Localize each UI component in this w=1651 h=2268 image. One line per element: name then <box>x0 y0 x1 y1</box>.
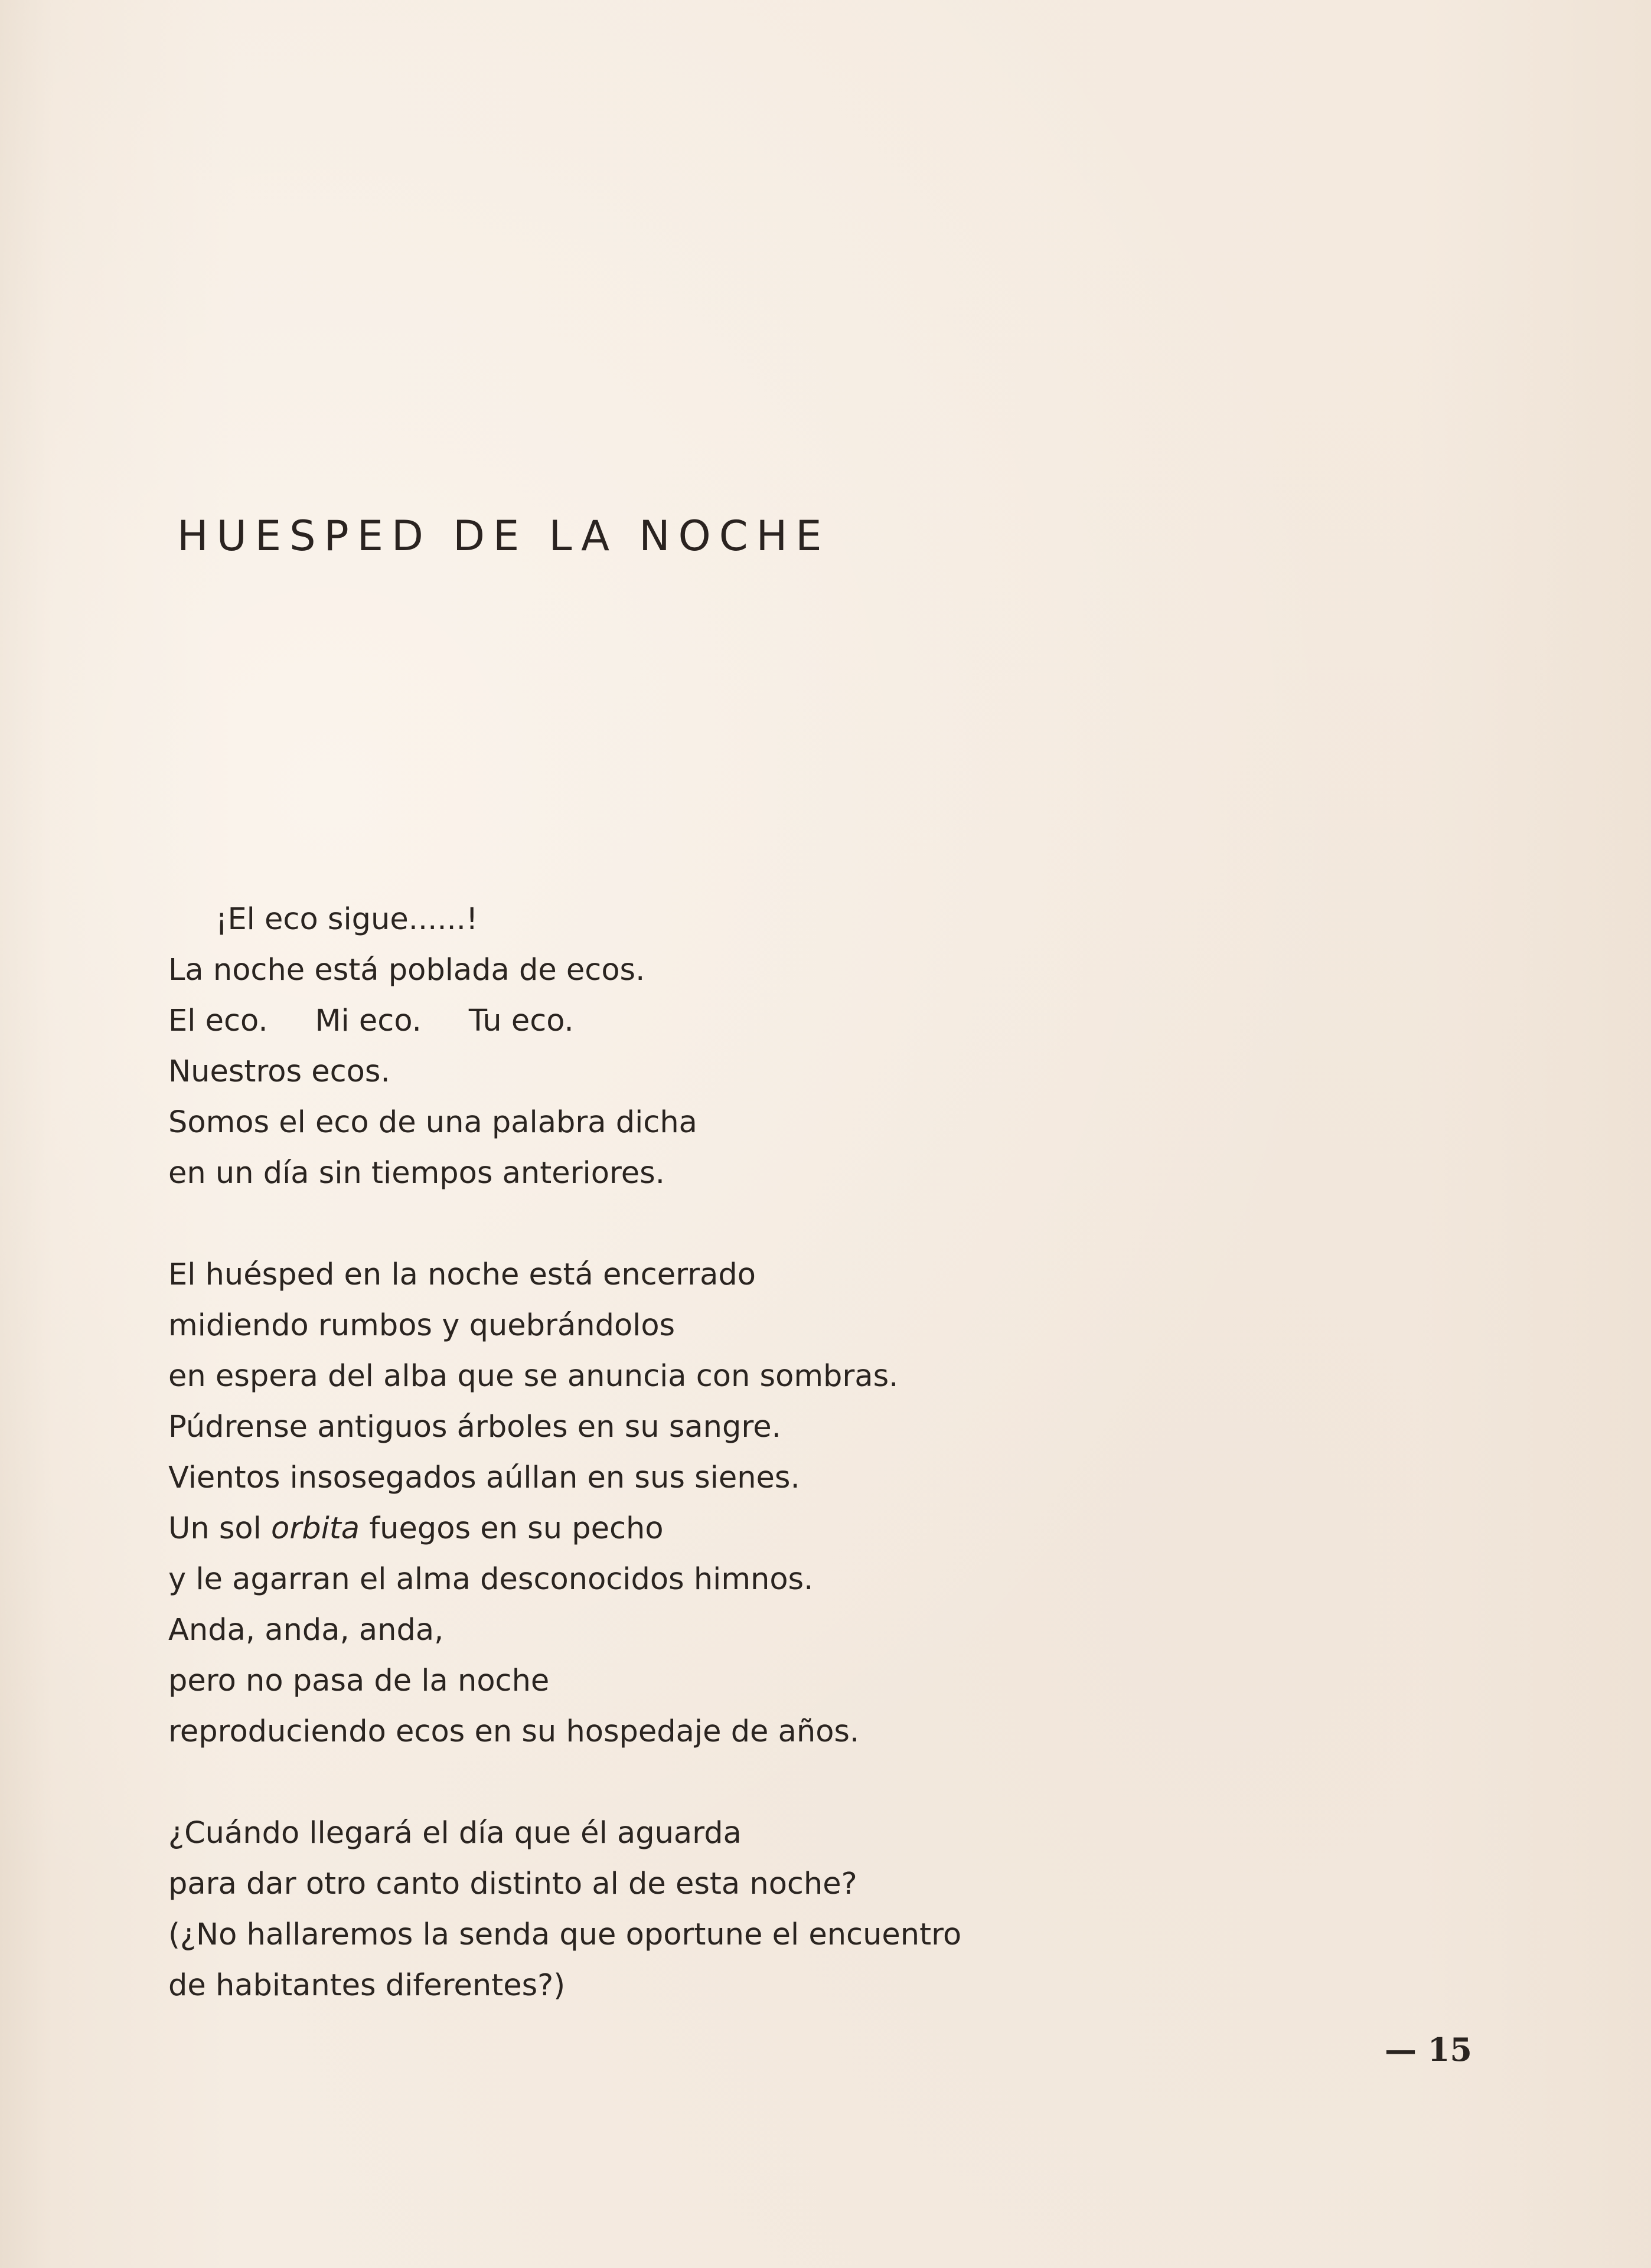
poem-line: para dar otro canto distinto al de esta noche? <box>168 1867 857 1901</box>
poem-line: en espera del alba que se anuncia con sombras. <box>168 1359 899 1394</box>
poem-line: Púdrense antiguos árboles en su sangre. <box>168 1410 781 1445</box>
poem-line: ¡El eco sigue......! <box>216 902 478 937</box>
stanza-2 <box>168 1250 1290 1757</box>
poem-fragment: fuegos en su pecho <box>360 1511 664 1546</box>
poem-fragment: El eco. <box>168 1004 268 1038</box>
poem-line: Anda, anda, anda, <box>168 1613 444 1648</box>
poem-line: La noche está poblada de ecos. <box>168 953 645 988</box>
poem-line <box>168 1504 1290 1554</box>
poem-title: HUESPED DE LA NOCHE <box>177 511 830 560</box>
poem-line: en un día sin tiempos anteriores. <box>168 1156 665 1191</box>
poem-fragment: Un sol <box>168 1511 272 1546</box>
poem-line: ¿Cuándo llegará el día que él aguarda <box>168 1816 742 1851</box>
stanza-1 <box>168 894 1290 1199</box>
poem-line: pero no pasa de la noche <box>168 1664 550 1698</box>
stanza-3 <box>168 1808 1290 2011</box>
poem-line: de habitantes diferentes?) <box>168 1968 566 2003</box>
poem-line: reproduciendo ecos en su hospedaje de años. <box>168 1714 860 1749</box>
poem-line: El huésped en la noche está encerrado <box>168 1257 756 1292</box>
poem-line: Nuestros ecos. <box>168 1054 390 1089</box>
poem-line: Somos el eco de una palabra dicha <box>168 1105 697 1140</box>
poem-fragment: Tu eco. <box>468 1004 574 1038</box>
poem-line: midiendo rumbos y quebrándolos <box>168 1308 676 1343</box>
poem-fragment: Mi eco. <box>315 1004 422 1038</box>
poem-line <box>168 996 1290 1047</box>
poem-line: (¿No hallaremos la senda que oportune el encuentro <box>168 1917 962 1952</box>
poem-line: y le agarran el alma desconocidos himnos. <box>168 1562 814 1597</box>
poem-line: Vientos insosegados aúllan en sus sienes. <box>168 1460 800 1495</box>
poem-body <box>168 894 1290 2062</box>
page-number: — 15 <box>1385 2031 1472 2068</box>
poem-fragment-italic: orbita <box>271 1511 360 1546</box>
